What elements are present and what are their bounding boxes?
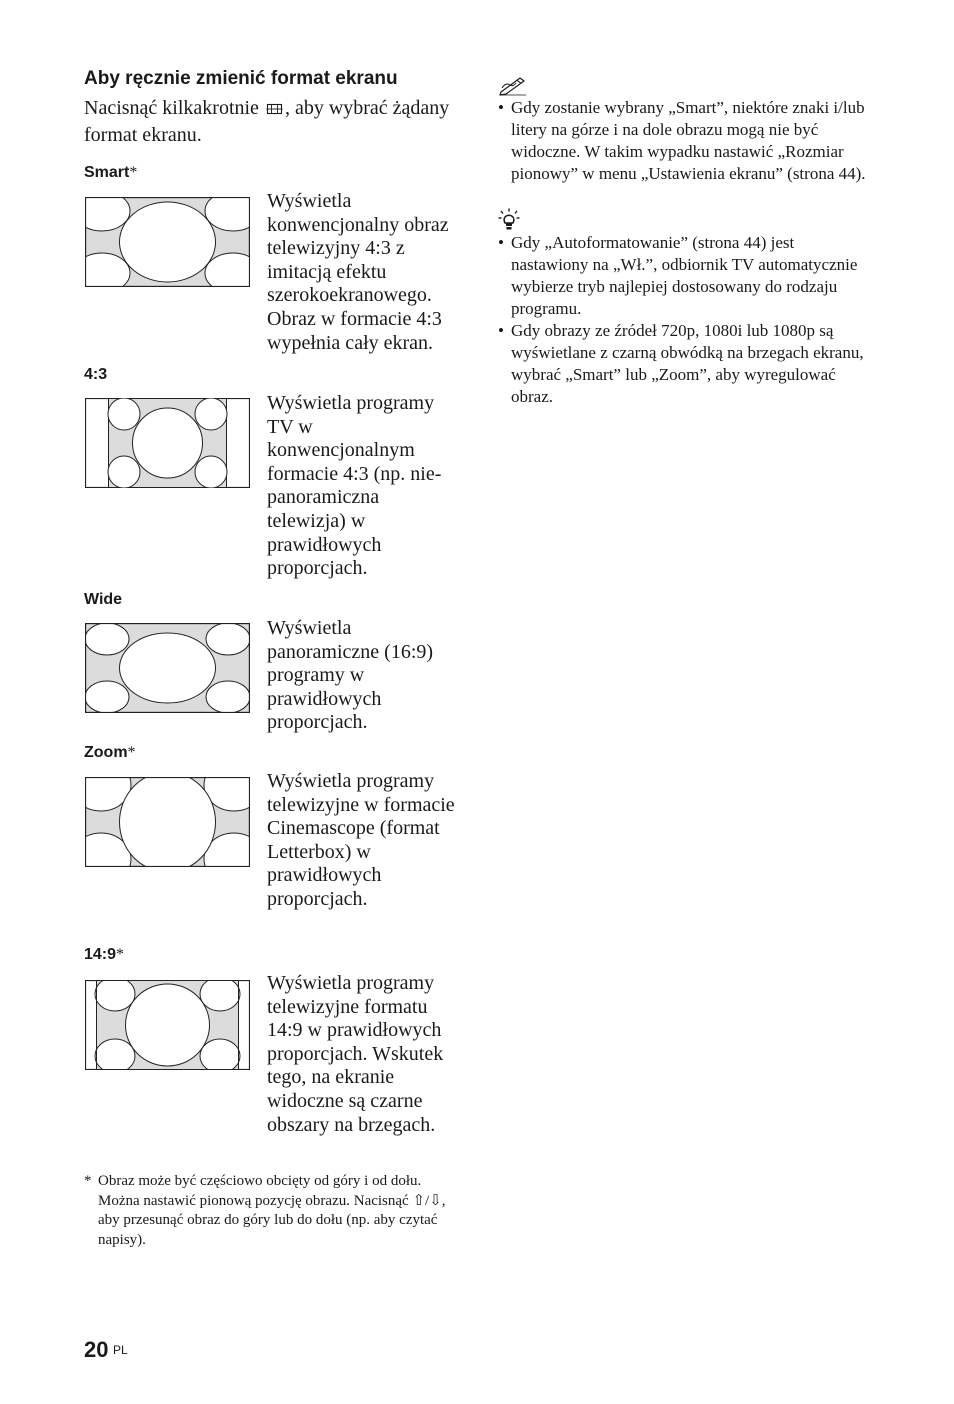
bullet: • [498, 98, 504, 117]
mode-label-text: Wide [84, 591, 123, 608]
intro-text-start: Nacisnąć kilkakrotnie [84, 97, 259, 119]
note-text: Gdy zostanie wybrany „Smart”, niektóre znaki i/lub litery na górze i na dole obrazu mogą nie być widoczne. W takim wypadku nastawić „Rozmiar pionowy” w menu „Ustawienia ekranu” (strona 44). [511, 98, 866, 183]
intro-text [84, 96, 464, 148]
mode-asterisk: * [127, 744, 136, 761]
list-item [498, 320, 870, 408]
mode-description-smart: Wyświetla konwencjonalny obraz telewizyjny 4:3 z imitacją efektu szerokoekranowego. Obraz w formacie 4:3 wypełnia cały ekran. [267, 190, 449, 354]
mode-label-text: 14:9 [84, 946, 117, 963]
smart-format-diagram [85, 197, 250, 287]
footnote-mark: * [84, 1173, 92, 1189]
mode-label-text: Smart [84, 164, 130, 181]
mode-asterisk: * [116, 946, 125, 963]
bullet: • [498, 233, 504, 252]
intro-text-end: , aby wybrać żądany format ekranu. [84, 97, 450, 146]
tips-list [498, 232, 870, 408]
mode-description-zoom: Wyświetla programy telewizyjne w formacie Cinemascope (format Letterbox) w prawidłowych proporcjach. [267, 770, 455, 910]
mode-asterisk: * [129, 164, 138, 181]
footnote [84, 1172, 454, 1250]
14-9-format-diagram [85, 980, 250, 1070]
mode-label-smart [84, 164, 137, 182]
zoom-format-diagram [85, 777, 250, 867]
bullet: • [498, 321, 504, 340]
mode-label-wide [84, 591, 122, 609]
tip-text: Gdy „Autoformatowanie” (strona 44) jest nastawiony na „Wł.”, odbiornik TV automatycznie wybierze tryb najlepiej dostosowany do rodzaju programu. [511, 233, 858, 318]
page-number: 20 [84, 1337, 109, 1362]
notes-list [498, 97, 870, 185]
wide-format-diagram [85, 623, 250, 713]
list-item [498, 97, 870, 185]
mode-label-zoom [84, 744, 136, 762]
mode-label-14-9 [84, 946, 124, 964]
wide-mode-icon [266, 98, 283, 123]
mode-label-4-3 [84, 366, 107, 384]
mode-label-text: Zoom [84, 744, 128, 761]
page-language-code: PL [113, 1343, 128, 1357]
list-item [498, 232, 870, 320]
mode-description-4-3: Wyświetla programy TV w konwencjonalnym formacie 4:3 (np. nie-panoramiczna telewizja) w prawidłowych proporcjach. [267, 392, 442, 580]
tip-text: Gdy obrazy ze źródeł 720p, 1080i lub 1080p są wyświetlane z czarną obwódką na brzegach ekranu, wybrać „Smart” lub „Zoom”, aby wyregulować obraz. [511, 321, 864, 406]
footnote-text: Obraz może być częściowo obcięty od góry i od dołu. Można nastawić pionową pozycję obrazu. Nacisnąć ⇧/⇩, aby przesunąć obraz do góry lub do dołu (np. aby czytać napisy). [98, 1173, 446, 1248]
4-3-format-diagram [85, 398, 250, 488]
mode-description-14-9: Wyświetla programy telewizyjne formatu 14:9 w prawidłowych proporcjach. Wskutek tego, na ekranie widoczne są czarne obszary na brzegach. [267, 972, 444, 1136]
mode-description-wide: Wyświetla panoramiczne (16:9) programy w prawidłowych proporcjach. [267, 617, 434, 734]
section-heading: Aby ręcznie zmienić format ekranu [84, 68, 398, 89]
mode-label-text: 4:3 [84, 366, 108, 383]
